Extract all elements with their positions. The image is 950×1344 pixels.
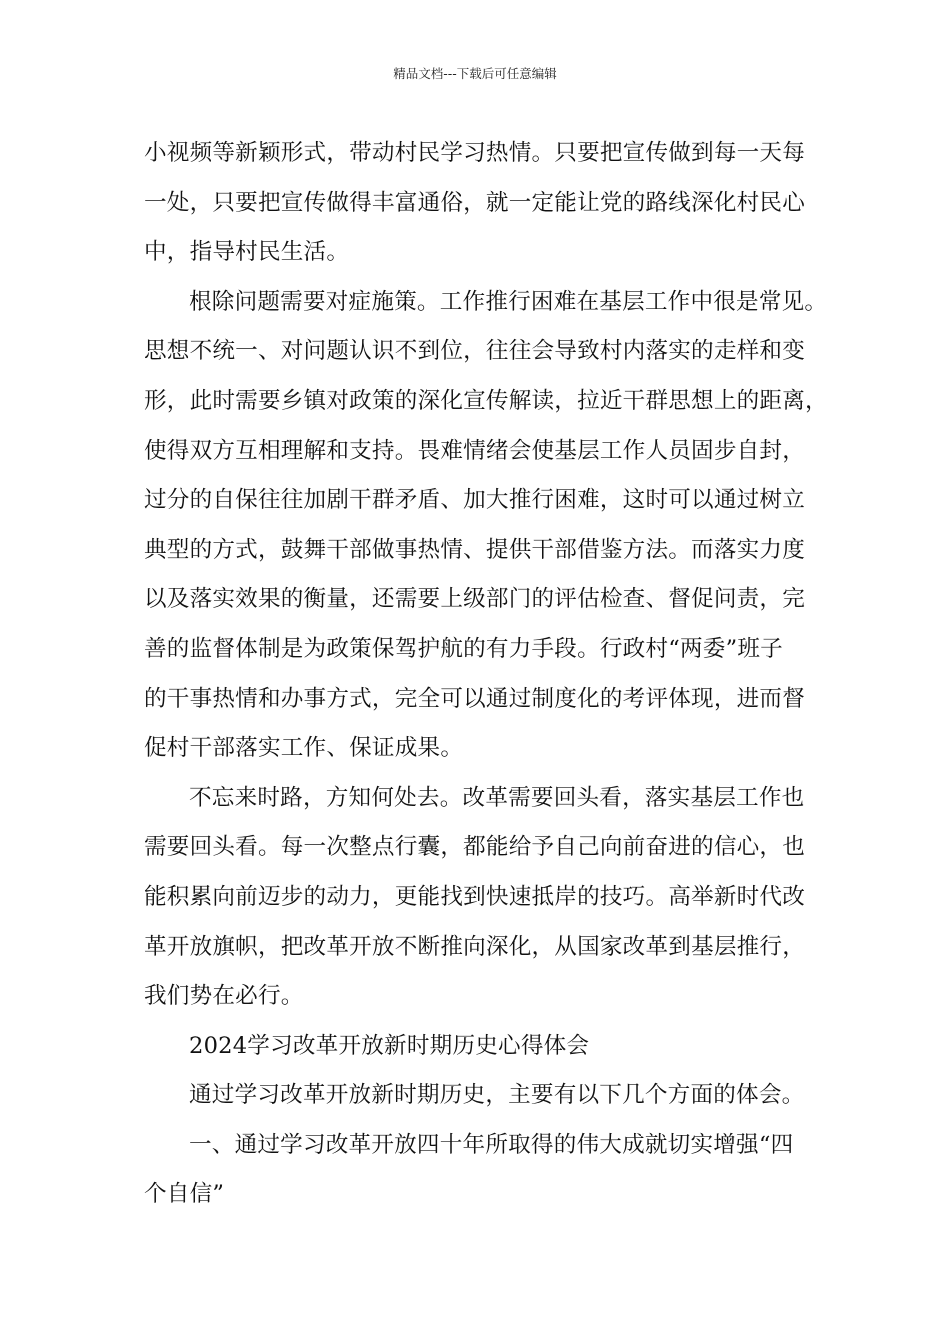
text-line: 小视频等新颖形式，带动村民学习热情。只要把宣传做到每一天每 xyxy=(144,140,806,166)
text-line: 使得双方互相理解和支持。畏难情绪会使基层工作人员固步自封， xyxy=(144,437,806,464)
text-line: 形，此时需要乡镇对政策的深化宣传解读，拉近干群思想上的距离， xyxy=(144,387,828,414)
text-line: 根除问题需要对症施策。工作推行困难在基层工作中很是常见。 xyxy=(189,288,828,315)
text-line: 个自信” xyxy=(144,1181,225,1208)
section-title xyxy=(144,1022,814,1072)
paragraph-3 xyxy=(144,774,814,1022)
text-line: 一处，只要把宣传做得丰富通俗，就一定能让党的路线深化村民心 xyxy=(144,189,806,216)
paragraph-5 xyxy=(144,1071,814,1121)
document-body xyxy=(144,129,828,1220)
paragraph-2 xyxy=(144,278,828,774)
paragraph-6 xyxy=(144,1121,814,1220)
text-line: 以及落实效果的衡量，还需要上级部门的评估检查、督促问责，完 xyxy=(144,586,806,613)
text-line: 我们势在必行。 xyxy=(144,983,304,1010)
text-line: 善的监督体制是为政策保驾护航的有力手段。行政村“两委”班子 xyxy=(144,635,783,662)
page-header: 精品文档---下载后可任意编辑 xyxy=(393,66,557,81)
text-line: 过分的自保往往加剧干群矛盾、加大推行困难，这时可以通过树立 xyxy=(144,487,806,514)
text-line: 不忘来时路，方知何处去。改革需要回头看，落实基层工作也 xyxy=(189,784,805,811)
text-line: 思想不统一、对问题认识不到位，往往会导致村内落实的走样和变 xyxy=(144,338,806,365)
text-line: 促村干部落实工作、保证成果。 xyxy=(144,735,464,762)
text-line: 中，指导村民生活。 xyxy=(144,239,350,266)
text-line: 2024学习改革开放新时期历史心得体会 xyxy=(189,1032,590,1059)
text-line: 典型的方式，鼓舞干部做事热情、提供干部借鉴方法。而落实力度 xyxy=(144,536,806,563)
paragraph-1 xyxy=(144,129,814,278)
text-line: 的干事热情和办事方式，完全可以通过制度化的考评体现，进而督 xyxy=(144,685,806,712)
text-line: 能积累向前迈步的动力，更能找到快速抵岸的技巧。高举新时代改 xyxy=(144,883,806,910)
text-line: 革开放旗帜，把改革开放不断推向深化，从国家改革到基层推行， xyxy=(144,933,806,960)
text-line: 需要回头看。每一次整点行囊，都能给予自己向前奋进的信心，也 xyxy=(144,834,806,861)
text-line: 一、通过学习改革开放四十年所取得的伟大成就切实增强“四 xyxy=(189,1131,794,1158)
text-line: 通过学习改革开放新时期历史，主要有以下几个方面的体会。 xyxy=(189,1082,805,1109)
